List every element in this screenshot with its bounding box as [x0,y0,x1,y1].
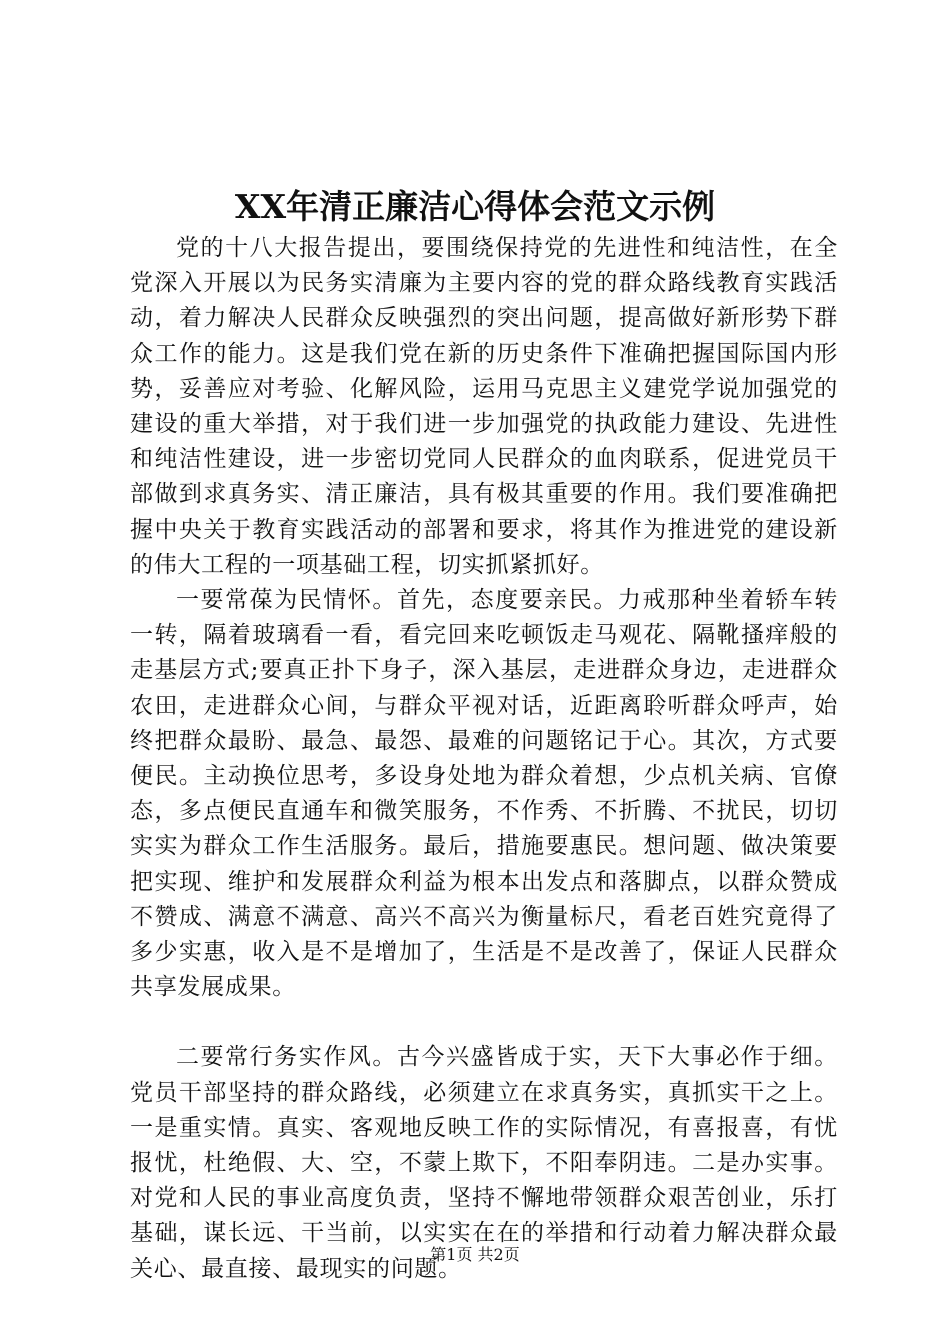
paragraph-intro: 党的十八大报告提出，要围绕保持党的先进性和纯洁性，在全党深入开展以为民务实清廉为主要内容的党的群众路线教育实践活动，着力解决人民群众反映强烈的突出问题，提高做好新形势下群众工作的能力。这是我们党在新的历史条件下准确把握国际国内形势，妥善应对考验、化解风险，运用马克思主义建党学说加强党的建设的重大举措，对于我们进一步加强党的执政能力建设、先进性和纯洁性建设，进一步密切党同人民群众的血肉联系，促进党员干部做到求真务实、清正廉洁，具有极其重要的作用。我们要准确把握中央关于教育实践活动的部署和要求，将其作为推进党的建设新的伟大工程的一项基础工程，切实抓紧抓好。 [130,235,838,578]
paragraph-spacer [130,1005,838,1040]
document-title: XX年清正廉洁心得体会范文示例 [234,187,716,226]
paragraph-point-one: 一要常葆为民情怀。首先，态度要亲民。力戒那种坐着轿车转一转，隔着玻璃看一看，看完回来吃顿饭走马观花、隔靴搔痒般的走基层方式;要真正扑下身子，深入基层，走进群众身边，走进群众农田，走进群众心间，与群众平视对话，近距离聆听群众呼声，始终把群众最盼、最急、最怨、最难的问题铭记于心。其次，方式要便民。主动换位思考，多设身处地为群众着想，少点机关病、官僚态，多点便民直通车和微笑服务，不作秀、不折腾、不扰民，切切实实为群众工作生活服务。最后，措施要惠民。想问题、做决策要把实现、维护和发展群众利益为根本出发点和落脚点，以群众赞成不赞成、满意不满意、高兴不高兴为衡量标尺，看老百姓究竟得了多少实惠，收入是不是增加了，生活是不是改善了，保证人民群众共享发展成果。 [130,587,838,1001]
page-number-footer: 第1页 共2页 [430,1245,520,1264]
paragraph-point-two: 二要常行务实作风。古今兴盛皆成于实，天下大事必作于细。党员干部坚持的群众路线，必须建立在求真务实，真抓实干之上。一是重实情。真实、客观地反映工作的实际情况，有喜报喜，有忧报忧，杜绝假、大、空，不蒙上欺下，不阳奉阴违。二是办实事。对党和人民的事业高度负责，坚持不懈地带领群众艰苦创业，乐打基础，谋长远、干当前，以实实在在的举措和行动着力解决群众最关心、最直接、最现实的问题。 [130,1044,838,1282]
document-body [130,231,838,1287]
